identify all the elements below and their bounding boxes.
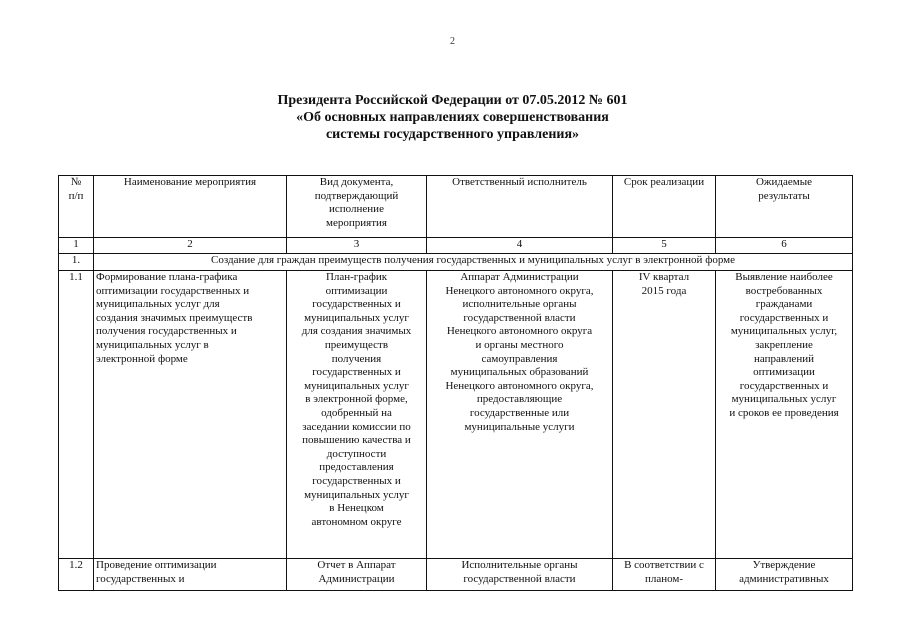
section-title: Создание для граждан преимуществ получения государственных и муниципальных услуг в электронной форме xyxy=(94,254,853,271)
cell-line: Утверждение xyxy=(752,559,816,571)
cell-line: получения государственных и xyxy=(96,325,237,338)
row-activity-name xyxy=(94,271,287,559)
row-document-type xyxy=(287,271,427,559)
cell-line: государственных и xyxy=(312,298,401,311)
cell-line: В соответствии с xyxy=(624,559,704,571)
cell-line: одобренный на xyxy=(321,406,392,419)
cell-line: Ненецкого автономного округа, xyxy=(445,379,594,392)
cell-line: Срок реализации xyxy=(623,176,705,188)
cell-line: муниципальные услуги xyxy=(464,420,575,433)
cell-line: муниципальных услуг для xyxy=(96,298,220,311)
cell-line: Ответственный исполнитель xyxy=(452,176,587,188)
cell-line: Отчет в Аппарат xyxy=(317,559,396,571)
cell-line: преимуществ xyxy=(324,338,389,351)
row-term xyxy=(613,271,716,559)
cell-line: IV квартал xyxy=(638,271,690,283)
cell-line: направлений xyxy=(754,352,814,365)
cell-line: государственных и xyxy=(739,311,829,324)
cell-line: Ожидаемые xyxy=(755,176,813,188)
page-number: 2 xyxy=(450,36,455,47)
cell-line: государственной власти xyxy=(463,572,576,585)
cell-line: муниципальных услуг в xyxy=(96,338,209,351)
header-expected-results xyxy=(716,176,853,238)
row-document-type xyxy=(287,559,427,591)
cell-line: и сроков ее проведения xyxy=(729,406,839,419)
cell-line: муниципальных образований xyxy=(450,366,589,379)
cell-line: подтверждающий xyxy=(314,189,399,202)
cell-line: муниципальных услуг xyxy=(304,311,409,324)
cell-line: исполнительные органы xyxy=(462,298,577,311)
cell-line: п/п xyxy=(68,189,84,202)
title-line: Президента Российской Федерации от 07.05.2012 № 601 xyxy=(277,93,628,108)
header-executor xyxy=(427,176,613,238)
cell-line: в Ненецком xyxy=(329,502,384,515)
row-expected-results xyxy=(716,559,853,591)
row-term xyxy=(613,559,716,591)
cell-line: автономном округе xyxy=(311,515,402,528)
column-number: 4 xyxy=(427,238,613,254)
cell-line: оптимизации xyxy=(753,366,815,379)
cell-line: результаты xyxy=(758,189,810,202)
cell-line: государственных и xyxy=(312,366,401,379)
header-activity-name xyxy=(94,176,287,238)
cell-line: Формирование плана-графика xyxy=(96,271,238,283)
cell-line: муниципальных услуг, xyxy=(730,325,838,338)
row-activity-name xyxy=(94,559,287,591)
row-number: 1.1 xyxy=(59,271,94,559)
cell-line: и органы местного xyxy=(475,338,564,351)
title-line: «Об основных направлениях совершенствования xyxy=(296,110,609,125)
header-document-type xyxy=(287,176,427,238)
section-row xyxy=(59,254,853,271)
cell-line: Исполнительные органы xyxy=(461,559,578,571)
row-number: 1.2 xyxy=(59,559,94,591)
column-number: 5 xyxy=(613,238,716,254)
cell-line: исполнение xyxy=(329,203,384,216)
cell-line: электронной форме xyxy=(96,352,188,365)
header-term xyxy=(613,176,716,238)
cell-line: Выявление наиболее xyxy=(735,271,833,283)
cell-line: мероприятия xyxy=(326,216,387,229)
cell-line: План-график xyxy=(325,271,388,283)
row-executor xyxy=(427,271,613,559)
cell-line: муниципальных услуг xyxy=(304,488,409,501)
column-number: 1 xyxy=(59,238,94,254)
row-executor xyxy=(427,559,613,591)
cell-line: государственной власти xyxy=(463,311,576,324)
cell-line: Администрации xyxy=(318,572,395,585)
cell-line: государственных и xyxy=(312,474,401,487)
cell-line: государственных и xyxy=(739,379,829,392)
action-plan-table xyxy=(58,175,853,591)
cell-line: 2015 года xyxy=(641,284,687,297)
cell-line: Ненецкого автономного округа xyxy=(446,325,593,338)
cell-line: Вид документа, xyxy=(319,176,394,188)
table-row xyxy=(59,559,853,591)
cell-line: оптимизации xyxy=(325,284,388,297)
section-number: 1. xyxy=(59,254,94,271)
cell-line: создания значимых преимуществ xyxy=(96,311,253,324)
column-number-row xyxy=(59,238,853,254)
column-number: 2 xyxy=(94,238,287,254)
cell-line: закрепление xyxy=(755,338,813,351)
document-title xyxy=(0,92,905,143)
cell-line: получения xyxy=(331,352,382,365)
cell-line: гражданами xyxy=(755,298,813,311)
cell-line: планом- xyxy=(644,572,684,585)
cell-line: самоуправления xyxy=(481,352,558,365)
column-number: 6 xyxy=(716,238,853,254)
cell-line: Проведение оптимизации xyxy=(96,559,217,571)
title-line: системы государственного управления» xyxy=(325,127,580,142)
cell-line: муниципальных услуг xyxy=(304,379,409,392)
cell-line: для создания значимых xyxy=(301,325,412,338)
cell-line: муниципальных услуг xyxy=(731,393,837,406)
cell-line: заседании комиссии по xyxy=(302,420,411,433)
cell-line: административных xyxy=(739,572,829,585)
cell-line: предоставляющие xyxy=(476,393,563,406)
cell-line: Аппарат Администрации xyxy=(460,271,579,283)
cell-line: повышению качества и xyxy=(302,434,411,447)
column-number: 3 xyxy=(287,238,427,254)
cell-line: в электронной форме, xyxy=(305,393,408,406)
cell-line: № xyxy=(70,176,82,188)
table-row xyxy=(59,271,853,559)
table-header-row xyxy=(59,176,853,238)
cell-line: государственные или xyxy=(469,406,570,419)
cell-line: оптимизации государственных и xyxy=(96,284,250,297)
cell-line: предоставления xyxy=(319,461,394,474)
header-number xyxy=(59,176,94,238)
cell-line: Наименование мероприятия xyxy=(123,176,257,188)
cell-line: Ненецкого автономного округа, xyxy=(445,284,594,297)
cell-line: государственных и xyxy=(96,572,185,585)
cell-line: доступности xyxy=(326,447,387,460)
row-expected-results xyxy=(716,271,853,559)
cell-line: востребованных xyxy=(745,284,823,297)
